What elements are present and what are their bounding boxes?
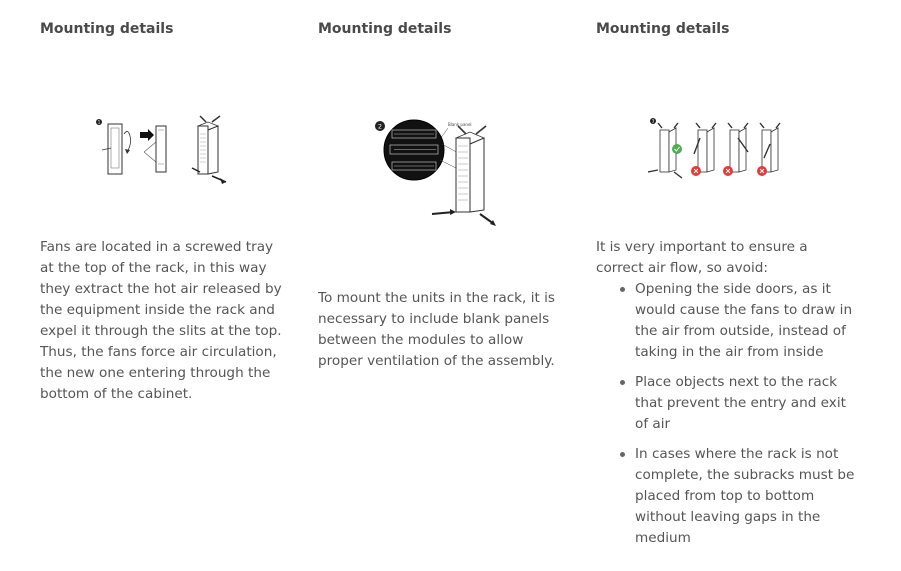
blank-panel-label: Blank panel [448,122,472,127]
fan-tray-figure [94,114,284,186]
list-item: Opening the side doors, as it would cause the fans to draw in the air from outside, instead of taking in the air from inside [635,279,860,363]
air-flow-figure [648,114,798,186]
section-text: To mount the units in the rack, it is necessary to include blank panels between the modules to allow proper ventilation of the assembly. [318,290,555,369]
section-heading: Mounting details [318,21,452,37]
figure-step-number: 1 [97,119,101,125]
section-text: It is very important to ensure a correct air flow, so avoid: [596,239,808,276]
avoid-list [596,279,860,558]
list-item: In cases where the rack is not complete, the subracks must be placed from top to bottom without leaving gaps in the medium [635,444,860,549]
check-icon [672,144,682,154]
blank-panel-figure [370,114,520,232]
figure-step-number: 3 [651,118,655,124]
section-heading: Mounting details [596,21,730,37]
list-item: Place objects next to the rack that prevent the entry and exit of air [635,372,860,435]
section-heading: Mounting details [40,21,174,37]
section-text: Fans are located in a screwed tray at the top of the rack, in this way they extract the hot air released by the equipment inside the rack and expel it through the slits at the top. Thus, the fans force air circulation, the new one entering through the bottom of the cabinet. [40,239,282,402]
figure-step-number: 2 [377,122,383,131]
